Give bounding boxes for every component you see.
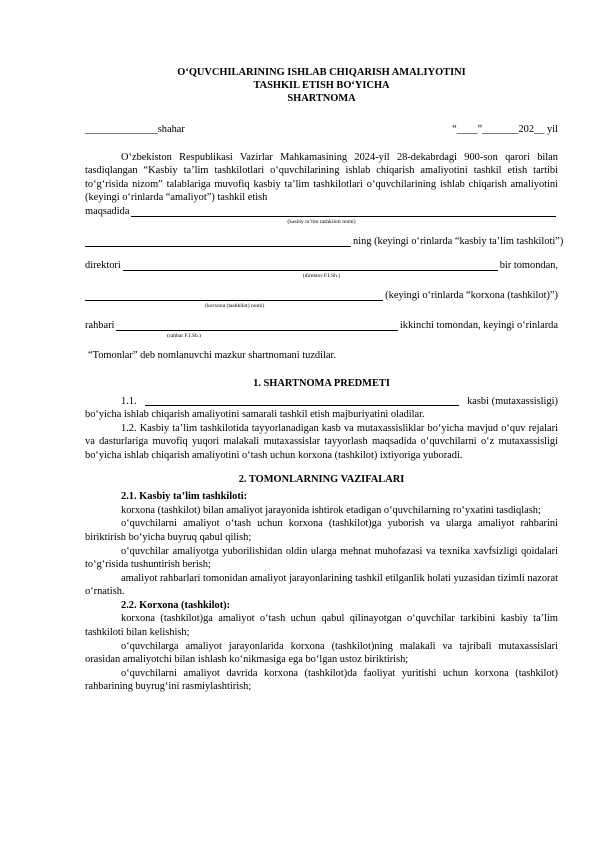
clause-2-1-item: amaliyot rahbarlari tomonidan amaliyot jarayonlarining tashkil etilganlik holati yuzasidan tizimli nazorat o‘rnatish. [85, 572, 558, 598]
clause-2-1-item: korxona (tashkilot) bilan amaliyot jarayonida ishtirok etadigan o‘quvchilarning ro‘yxatini tasdiqlash; [121, 504, 541, 516]
head-line [85, 319, 558, 333]
clause-1-2: 1.2. Kasbiy ta’lim tashkilotida tayyorlanadigan kasb va mutaxassisliklar bo‘yicha mavjud o‘quv rejalari va dasturlariga muvofiq yuqori malakali mutaxassislar tayyorlash maqsadida o‘quvchilarni o‘z mutaxassisligi bo‘yicha ishlab chiqarish amaliyotini o‘tash uchun korxona (tashkilot) ixtiyoriga yuboradi. [85, 422, 558, 461]
section-1-heading: 1. SHARTNOMA PREDMETI [253, 377, 390, 389]
director-line [85, 259, 558, 273]
direktori-label: direktori [85, 260, 121, 272]
document-title [85, 66, 558, 105]
ning-text: ning (keyingi o‘rinlarda “kasbiy ta’lim tashkiloti”) [353, 236, 564, 248]
subsection-2-2-heading: 2.2. Korxona (tashkilot): [121, 599, 231, 611]
clause-1-1-blank [145, 394, 459, 406]
clause-2-2-item: o‘quvchilarga amaliyot jarayonlarida korxona (tashkilot)ning malakali va tajribali mutaxassislari orasidan amaliyotchi bilan ishlash ko‘nikmasiga ega bo‘lgan ustoz biriktirish; [85, 640, 558, 666]
preamble-text: O‘zbekiston Respublikasi Vazirlar Mahkamasining 2024-yil 28-dekabrdagi 900-son qarori bilan tasdiqlangan “Kasbiy ta’lim tashkilotlari o‘quvchilarining ishlab chiqarish amaliyotini tashkil etish tartibi to‘g‘risida nizom” talablariga muvofiq kasbiy ta’lim tashkilotlari o‘quvchilarining ishlab chiqarish amaliyotini (keyingi o‘rinlarda “amaliyot”) tashkil etish [85, 151, 558, 204]
ikkinchi-text: ikkinchi tomondan, keyingi o‘rinlarda [399, 320, 558, 332]
caption-company: (korxona (tashkilot) nomi) [205, 302, 265, 309]
maqsadida-label: maqsadida [85, 206, 130, 218]
date-field: “____”_______202__ yil [452, 124, 558, 135]
bir-tomondan-label: bir tomondan, [499, 260, 558, 272]
clause-1-1-a: kasbi (mutaxassisligi) [467, 395, 558, 407]
title-line-2: TASHKIL ETISH BO‘YICHA [253, 80, 390, 91]
company-blank [85, 289, 383, 301]
tomonlar-paragraph: “Tomonlar” deb nomlanuvchi mazkur shartnomani tuzdilar. [88, 349, 336, 361]
preamble-paragraph [85, 151, 558, 205]
institution-blank [131, 205, 556, 217]
head-blank [116, 319, 397, 331]
clause-1-1-line [85, 394, 558, 408]
caption-head: (rahbar F.I.Sh.) [167, 332, 202, 339]
clause-1-1-b: bo‘yicha ishlab chiqarish amaliyotini samarali tashkil etish majburiyatini oladilar. [85, 409, 425, 421]
company-line [85, 289, 558, 303]
place-field: ______________shahar [85, 124, 185, 135]
institution-name-line [85, 235, 564, 249]
title-line-1: O‘QUVCHILARINING ISHLAB CHIQARISH AMALIYOTINI [177, 67, 466, 78]
clause-2-1-item: o‘quvchilarni amaliyot o‘tash uchun korxona (tashkilot)ga yuborish va ularga amaliyot rahbarini biriktirish bo‘yicha buyruq qabul qilish; [85, 518, 558, 543]
clause-2-1-item: o‘quvchilar amaliyotga yuborilishidan oldin ularga mehnat muhofazasi va texnika xavfsizligi qoidalari to‘g‘risida tushuntirish berish; [85, 545, 558, 571]
caption-institution: (kasbiy ta’lim tashkiloti nomi) [287, 218, 356, 225]
clause-2-2-item: korxona (tashkilot)ga amaliyot o‘tash uchun qabul qilinayotgan o‘quvchilar tarkibini kasbiy ta’lim tashkiloti bilan kelishish; [85, 613, 558, 639]
korxona-text: (keyingi o‘rinlarda “korxona (tashkilot)”) [385, 290, 558, 302]
director-blank [123, 259, 498, 271]
rahbari-label: rahbari [85, 320, 115, 332]
institution-name-blank [85, 235, 351, 247]
title-line-3: SHARTNOMA [287, 93, 356, 104]
clause-2-2-item: o‘quvchilarni amaliyot davrida korxona (tashkilot)da faoliyat yuritishi uchun korxona (tashkilot) rahbarining buyrug‘ini rasmiylashtirish; [85, 667, 558, 693]
institution-line [85, 205, 558, 219]
section-2-heading: 2. TOMONLARNING VAZIFALARI [238, 473, 405, 485]
place-date-row [85, 123, 558, 137]
caption-director: (direktor F.I.Sh.) [302, 272, 341, 279]
clause-1-1-number: 1.1. [121, 395, 137, 407]
subsection-2-1-heading: 2.1. Kasbiy ta’lim tashkiloti: [121, 491, 248, 503]
